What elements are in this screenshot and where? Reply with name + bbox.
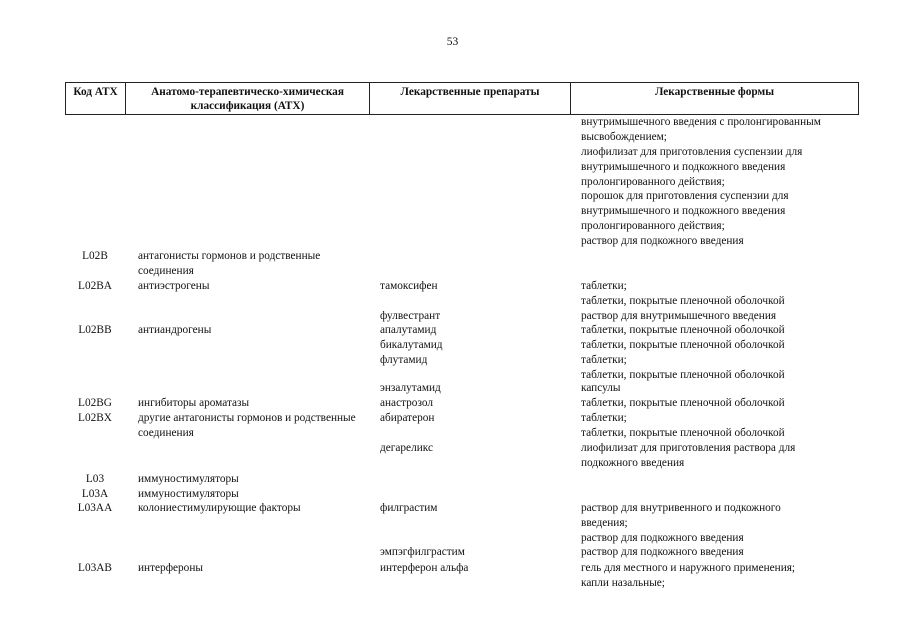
drug-cell: флутамид <box>380 354 428 366</box>
dosage-form-line: таблетки, покрытые пленочной оболочкой <box>581 426 785 439</box>
dosage-form-line: капсулы <box>581 382 621 394</box>
dosage-forms-cell <box>581 411 871 441</box>
dosage-form-line: лиофилизат для приготовления раствора для <box>581 442 796 454</box>
dosage-form-line: гель для местного и наружного применения; <box>581 562 796 574</box>
dosage-form-line: таблетки, покрытые пленочной оболочкой <box>581 397 785 409</box>
dosage-form-line: пролонгированного действия; <box>581 220 725 233</box>
drug-cell: анастрозол <box>380 397 433 409</box>
dosage-form-line: пролонгированного действия; <box>581 175 725 188</box>
dosage-form-line: таблетки; <box>581 280 627 292</box>
dosage-forms-cell <box>581 323 871 338</box>
atc-classification-cell: антагонисты гормонов и родственные соединения <box>138 250 321 277</box>
page-number: 53 <box>446 36 459 48</box>
drug-cell: энзалутамид <box>380 382 441 394</box>
dosage-forms-cell <box>581 441 871 471</box>
dosage-form-line: раствор для внутримышечного введения <box>581 310 777 322</box>
header-drugs: Лекарственные препараты <box>370 83 571 115</box>
dosage-forms-cell <box>581 381 871 396</box>
dosage-form-line: таблетки; <box>581 412 627 424</box>
dosage-forms-cell <box>581 545 871 560</box>
drug-cell: филграстим <box>380 502 438 514</box>
dosage-form-line: внутримышечного и подкожного введения <box>581 160 786 173</box>
atc-code-cell: L03AA <box>77 502 113 514</box>
dosage-form-line: порошок для приготовления суспензии для <box>581 190 789 203</box>
drug-cell: абиратерон <box>380 412 435 424</box>
header-dosage-forms: Лекарственные формы <box>571 83 859 115</box>
dosage-form-line: таблетки, покрытые пленочной оболочкой <box>581 324 785 336</box>
drug-cell: фулвестрант <box>380 310 441 322</box>
dosage-form-line: раствор для внутривенного и подкожного <box>581 502 781 514</box>
dosage-forms-cell <box>581 353 871 383</box>
drug-cell: дегареликс <box>380 442 433 454</box>
header-atc-code: Код АТХ <box>66 83 126 115</box>
dosage-form-line: капли назальные; <box>581 576 665 589</box>
atc-code-cell: L02BB <box>78 324 112 336</box>
dosage-form-line: высвобождением; <box>581 130 667 143</box>
atc-classification-cell: ингибиторы ароматазы <box>138 397 250 409</box>
atc-classification-cell: колониестимулирующие факторы <box>138 502 301 514</box>
dosage-forms-cell <box>581 279 871 309</box>
drug-cell: бикалутамид <box>380 339 443 351</box>
drug-cell: эмпэгфилграстим <box>380 546 465 558</box>
dosage-form-line: раствор для подкожного введения <box>581 235 744 248</box>
dosage-form-line: подкожного введения <box>581 456 685 469</box>
dosage-form-line: раствор для подкожного введения <box>581 546 744 558</box>
dosage-forms-cell <box>581 501 871 546</box>
atc-code-cell: L02BG <box>78 397 112 409</box>
dosage-forms-cell <box>581 338 871 353</box>
atc-code-cell: L03A <box>81 488 109 500</box>
dosage-form-line: внутримышечного введения с пролонгированным <box>581 116 821 128</box>
atc-classification-cell: иммуностимуляторы <box>138 488 239 500</box>
drug-cell: апалутамид <box>380 324 437 336</box>
atc-classification-cell: иммуностимуляторы <box>138 473 239 485</box>
dosage-forms-cell <box>581 115 871 249</box>
dosage-form-line: раствор для подкожного введения <box>581 531 744 544</box>
atc-code-cell: L03AB <box>78 562 112 574</box>
atc-classification-cell: другие антагонисты гормонов и родственные соединения <box>138 412 356 439</box>
dosage-form-line: лиофилизат для приготовления суспензии для <box>581 145 803 158</box>
atc-code-cell: L02BA <box>78 280 112 292</box>
atc-classification-cell: антиэстрогены <box>138 280 210 292</box>
dosage-form-line: введения; <box>581 516 628 529</box>
atc-code-cell: L02BX <box>78 412 112 424</box>
drug-cell: интерферон альфа <box>380 562 469 574</box>
dosage-form-line: таблетки, покрытые пленочной оболочкой <box>581 339 785 351</box>
header-atc-classification: Анатомо-терапевтическо-химическая классификация (АТХ) <box>126 83 370 115</box>
atc-classification-cell: интерфероны <box>138 562 203 574</box>
dosage-form-line: внутримышечного и подкожного введения <box>581 205 786 218</box>
drug-cell: тамоксифен <box>380 280 438 292</box>
atc-code-cell: L02B <box>82 250 108 262</box>
dosage-forms-cell <box>581 561 871 591</box>
atc-classification-cell: антиандрогены <box>138 324 212 336</box>
atc-code-cell: L03 <box>85 473 105 485</box>
dosage-form-line: таблетки, покрытые пленочной оболочкой <box>581 294 785 307</box>
dosage-forms-cell <box>581 309 871 324</box>
dosage-form-line: таблетки; <box>581 354 627 366</box>
dosage-form-line: таблетки, покрытые пленочной оболочкой <box>581 368 785 381</box>
dosage-forms-cell <box>581 396 871 411</box>
